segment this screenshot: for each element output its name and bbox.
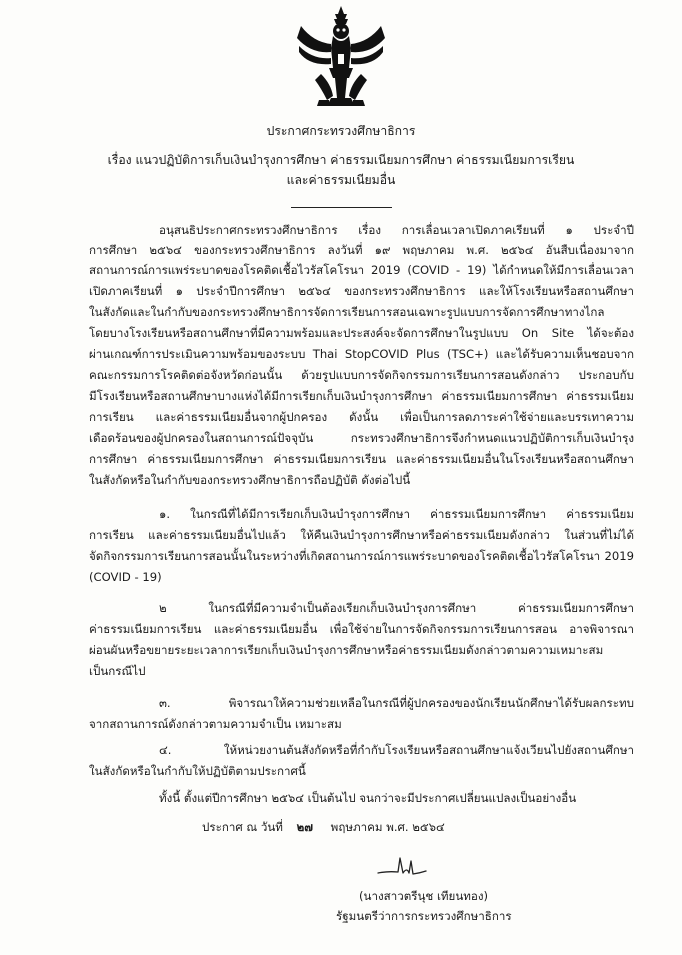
item-3-line: ๓. พิจารณาให้ความช่วยเหลือในกรณีที่ผู้ปกครองของนักเรียนนักศึกษาได้รับผลกระทบ [159, 696, 634, 710]
item-2-line: ผ่อนผันหรือขยายระยะเวลาการเรียกเก็บเงินบำรุงการศึกษาหรือค่าธรรมเนียมดังกล่าวตามความเหมาะสม [89, 643, 604, 657]
title-divider [291, 207, 392, 208]
body-line: มีโรงเรียนหรือสถานศึกษาบางแห่งได้มีการเรียกเก็บเงินบำรุงการศึกษา ค่าธรรมเนียมการศึกษา ค่าธรรมเนียม [89, 389, 634, 403]
item-1-line: ๑. ในกรณีที่ได้มีการเรียกเก็บเงินบำรุงการศึกษา ค่าธรรมเนียมการศึกษา ค่าธรรมเนียม [159, 507, 634, 521]
item-4-line: ในสังกัดหรือในกำกับให้ปฏิบัติตามประกาศนี้ [89, 764, 306, 778]
item-3-line: จากสถานการณ์ดังกล่าวตามความจำเป็น เหมาะสม [89, 717, 342, 731]
subject-line-1: เรื่อง แนวปฏิบัติการเก็บเงินบำรุงการศึกษา ค่าธรรมเนียมการศึกษา ค่าธรรมเนียมการเรียน [107, 153, 575, 167]
body-line: การศึกษา ค่าธรรมเนียมการศึกษา ค่าธรรมเนียมการเรียน และค่าธรรมเนียมอื่นในโรงเรียนหรือสถานศึกษา [89, 452, 634, 466]
item-1-line: จัดกิจกรรมการเรียนการสอนนั้นในระหว่างที่เกิดสถานการณ์การแพร่ระบาดของโรคติดเชื้อไวรัสโคโรนา 2019 [89, 549, 634, 563]
body-line: เปิดภาคเรียนที่ ๑ ประจำปีการศึกษา ๒๕๖๔ ของกระทรวงศึกษาธิการ และให้โรงเรียนหรือสถานศึกษา [89, 284, 634, 298]
item-4-line: ๔. ให้หน่วยงานต้นสังกัดหรือที่กำกับโรงเรียนหรือสถานศึกษาแจ้งเวียนไปยังสถานศึกษา [159, 743, 634, 757]
item-2-line: ค่าธรรมเนียมการเรียน และค่าธรรมเนียมอื่น เพื่อใช้จ่ายในการจัดกิจกรรมการเรียนการสอน อาจพิจารณา [89, 622, 634, 636]
announce-date: พฤษภาคม พ.ศ. ๒๕๖๔ [330, 820, 445, 834]
item-2-line: ๒ ในกรณีที่มีความจำเป็นต้องเรียกเก็บเงินบำรุงการศึกษา ค่าธรรมเนียมการศึกษา [159, 601, 634, 615]
document-title: ประกาศกระทรวงศึกษาธิการ [266, 124, 416, 138]
body-line: ในสังกัดหรือในกำกับของกระทรวงศึกษาธิการถือปฏิบัติ ดังต่อไปนี้ [89, 473, 411, 487]
garuda-emblem-icon [291, 4, 391, 112]
subject-line-2: และค่าธรรมเนียมอื่น [286, 173, 396, 187]
effective-clause: ทั้งนี้ ตั้งแต่ปีการศึกษา ๒๕๖๔ เป็นต้นไป จนกว่าจะมีประกาศเปลี่ยนแปลงเป็นอย่างอื่น [159, 791, 577, 805]
announce-day: ๒๗ [296, 820, 313, 834]
body-line: อนุสนธิประกาศกระทรวงศึกษาธิการ เรื่อง การเลื่อนเวลาเปิดภาคเรียนที่ ๑ ประจำปี [159, 223, 634, 237]
body-line: การเรียน และค่าธรรมเนียมอื่นจากผู้ปกครอง ดังนั้น เพื่อเป็นการลดภาระค่าใช้จ่ายและบรรเทาความ [89, 410, 634, 424]
body-line: คณะกรรมการโรคติดต่อจังหวัดก่อนนั้น ด้วยรูปแบบการจัดกิจกรรมการเรียนการสอนดังกล่าว ประกอบกับ [89, 368, 634, 382]
body-line: โดยบางโรงเรียนหรือสถานศึกษาที่มีความพร้อมและประสงค์จะจัดการศึกษาในรูปแบบ On Site ได้จะต้อง [89, 326, 634, 340]
body-line: ผ่านเกณฑ์การประเมินความพร้อมของระบบ Thai StopCOVID Plus (TSC+) และได้รับความเห็นชอบจาก [89, 347, 634, 361]
body-line: การศึกษา ๒๕๖๔ ของกระทรวงศึกษาธิการ ลงวันที่ ๑๙ พฤษภาคม พ.ศ. ๒๕๖๔ อันสืบเนื่องมาจาก [89, 243, 634, 257]
item-1-line: การเรียน และค่าธรรมเนียมอื่นไปแล้ว ให้คืนเงินบำรุงการศึกษาหรือค่าธรรมเนียมดังกล่าว ในส่วนที่ไม่ได้ [89, 528, 634, 542]
body-line: ในสังกัดและในกำกับของกระทรวงศึกษาธิการจัดการเรียนการสอนเฉพาะรูปแบบการจัดการศึกษาทางไกล [89, 305, 605, 319]
signatory-position: รัฐมนตรีว่าการกระทรวงศึกษาธิการ [336, 909, 512, 923]
announce-label: ประกาศ ณ วันที่ [202, 820, 283, 834]
item-2-line: เป็นกรณีไป [89, 664, 146, 678]
signatory-name: (นางสาวตรีนุช เทียนทอง) [359, 889, 489, 903]
announce-line [202, 819, 445, 835]
handwritten-signature [376, 853, 428, 881]
body-line: เดือดร้อนของผู้ปกครองในสถานการณ์ปัจจุบัน กระทรวงศึกษาธิการจึงกำหนดแนวปฏิบัติการเก็บเงินบำรุง [89, 431, 634, 445]
body-line: สถานการณ์การแพร่ระบาดของโรคติดเชื้อไวรัสโคโรนา 2019 (COVID - 19) ได้กำหนดให้มีการเลื่อนเวลา [89, 263, 634, 277]
item-1-line: (COVID - 19) [89, 570, 162, 584]
